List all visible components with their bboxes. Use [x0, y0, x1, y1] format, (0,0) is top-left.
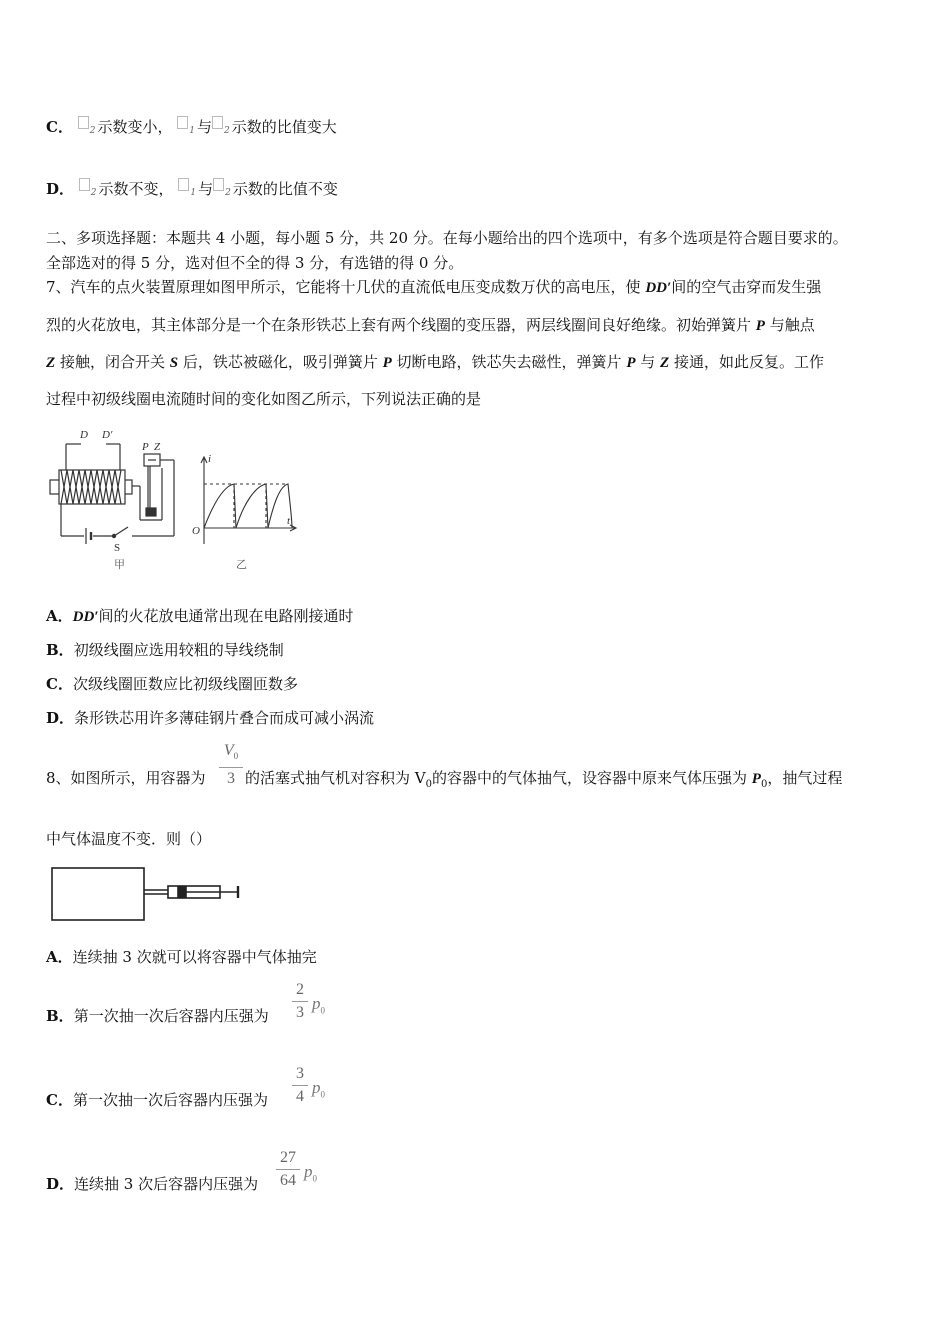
q8-option-b-p0: $p_0$: [312, 994, 325, 1016]
section-heading: 二、多项选择题：本题共 4 小题，每小题 5 分，共 20 分。在每小题给出的四个选项中，有多个选项是符合题目要求的。: [46, 229, 848, 247]
q8-figure: [50, 866, 245, 924]
q7-option-d: D．条形铁芯用许多薄硅钢片叠合而成可减小涡流: [46, 709, 375, 727]
q6-option-c: C． 2 示数变小， 1 与 2 示数的比值变大: [46, 118, 337, 136]
q7-option-b: B．初级线圈应选用较粗的导线绕制: [46, 641, 284, 659]
q8-option-c-fraction: 3 4: [292, 1064, 308, 1107]
q7-stem-line: Z 接触，闭合开关 S 后，铁芯被磁化，吸引弹簧片 P 切断电路，铁芯失去磁性，弹簧片 P 与 Z 接通，如此反复。工作: [46, 353, 824, 371]
q8-stem-line: 8、如图所示，用容器为: [46, 769, 206, 787]
ignition-circuit-diagram: [50, 444, 174, 544]
q8-option-a: A．连续抽 3 次就可以将容器中气体抽完: [46, 948, 317, 966]
q7-option-c: C．次级线圈匝数应比初级线圈匝数多: [46, 675, 298, 693]
axis-origin-o: O: [192, 525, 200, 537]
label-s: S: [114, 542, 121, 554]
q8-stem-line: 中气体温度不变．则（）: [46, 830, 212, 848]
q8-option-c-p0: $p_0$: [312, 1078, 325, 1100]
q6-option-d: D． 2 示数不变， 1 与 2 示数的比值不变: [46, 180, 338, 198]
meter-symbol-icon: [212, 116, 223, 129]
q8-option-d-p0: $p_0$: [304, 1162, 317, 1184]
meter-symbol-icon: [178, 178, 189, 191]
label-jia: 甲: [114, 559, 125, 571]
label-z: Z: [154, 441, 161, 453]
q8-option-d-fraction: 27 64: [276, 1148, 300, 1191]
q8-stem-line-cont: 的活塞式抽气机对容积为 $V_0$的容器中的气体抽气，设容器中原来气体压强为 $P_0$，抽气过程: [245, 769, 843, 790]
label-d-prime: D′: [102, 429, 113, 441]
axis-label-t: t: [287, 515, 291, 527]
container-and-pump-diagram: [52, 868, 238, 920]
label-yi: 乙: [236, 559, 247, 571]
axis-label-i: i: [208, 453, 212, 465]
label-d: D: [80, 429, 88, 441]
current-time-graph: [201, 457, 296, 544]
section-instruction: 全部选对的得 5 分，选对但不全的得 3 分，有选错的得 0 分。: [46, 254, 464, 272]
meter-symbol-icon: [79, 178, 90, 191]
q8-stem-fraction: $V_0$ 3: [219, 741, 243, 789]
q8-option-d: D．连续抽 3 次后容器内压强为: [46, 1175, 259, 1193]
q7-option-a: A．DD′间的火花放电通常出现在电路刚接通时: [46, 607, 354, 625]
q7-stem-line: 过程中初级线圈电流随时间的变化如图乙所示，下列说法正确的是: [46, 390, 482, 408]
meter-symbol-icon: [177, 116, 188, 129]
q7-stem-line: 烈的火花放电，其主体部分是一个在条形铁芯上套有两个线圈的变压器，两层线圈间良好绝缘。初始弹簧片 P 与触点: [46, 316, 815, 334]
q8-option-c: C．第一次抽一次后容器内压强为: [46, 1091, 268, 1109]
q7-figure: [44, 424, 306, 574]
q7-stem-line: 7、汽车的点火装置原理如图甲所示，它能将十几伏的直流低电压变成数万伏的高电压，使 DD′间的空气击穿而发生强: [46, 278, 822, 296]
label-p: P: [142, 441, 149, 453]
q8-option-b-fraction: 2 3: [292, 980, 308, 1023]
option-letter: D．: [46, 180, 75, 198]
meter-symbol-icon: [213, 178, 224, 191]
q8-option-b: B．第一次抽一次后容器内压强为: [46, 1007, 269, 1025]
meter-symbol-icon: [78, 116, 89, 129]
option-letter: C．: [46, 118, 73, 136]
